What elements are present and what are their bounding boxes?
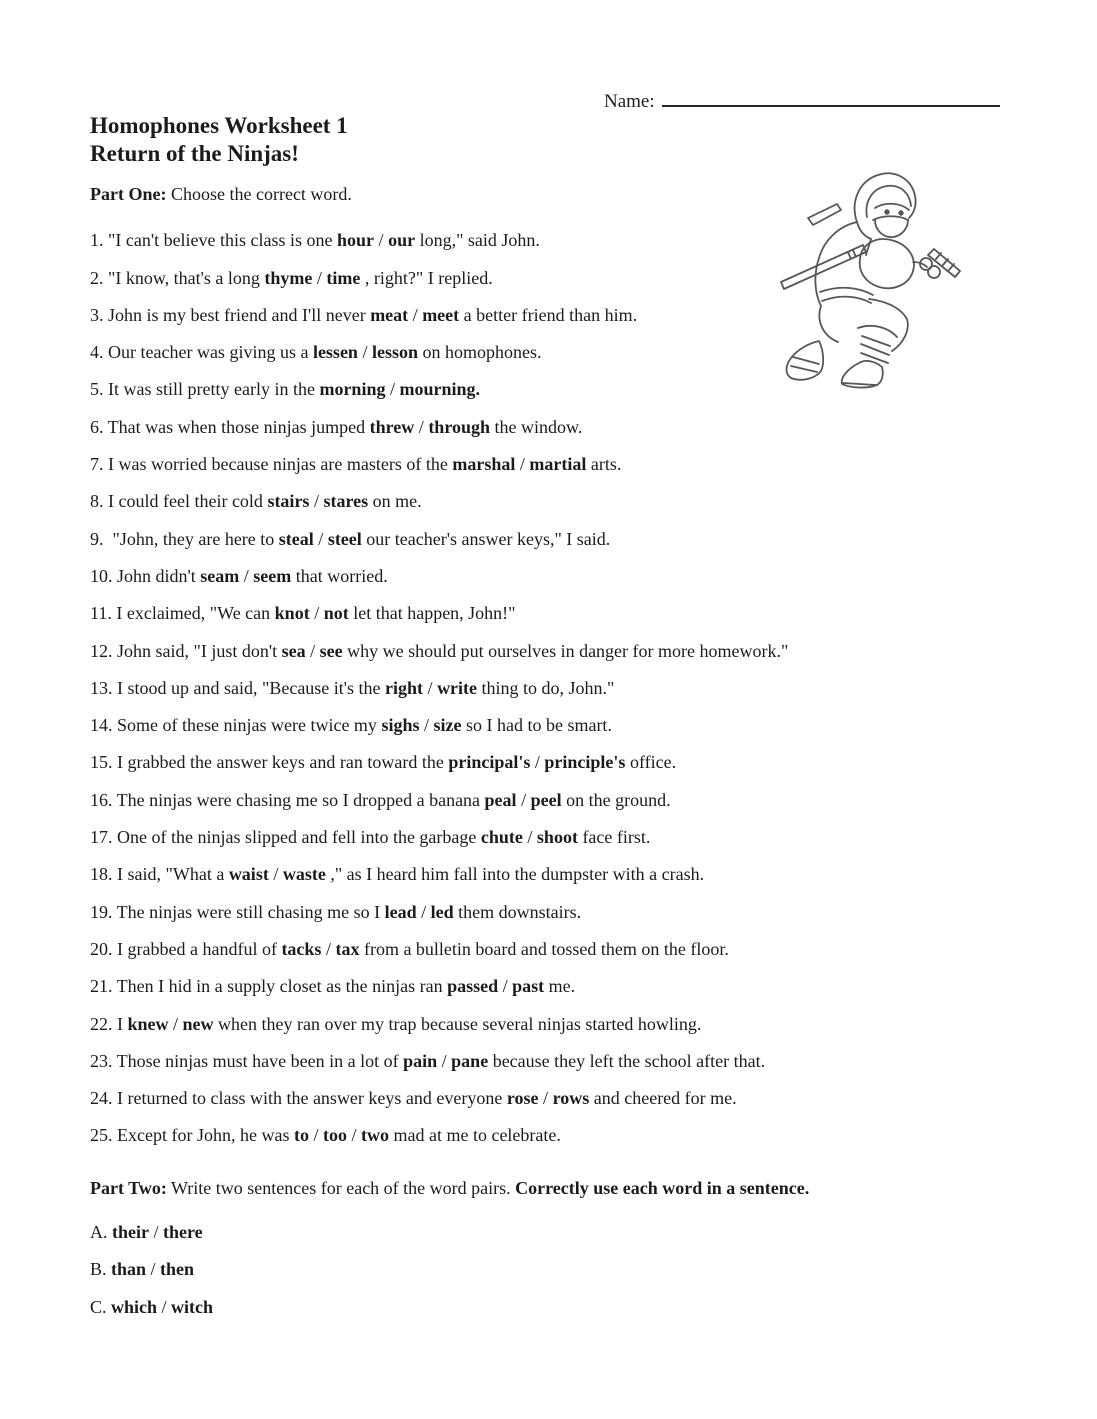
question-number: 14. xyxy=(90,715,113,736)
question-item: 7. I was worried because ninjas are masters of the marshal / martial arts. xyxy=(90,454,622,475)
question-item: 17. One of the ninjas slipped and fell into the garbage chute / shoot face first. xyxy=(90,827,651,848)
question-number: 21. xyxy=(90,976,113,997)
question-item: 24. I returned to class with the answer keys and everyone rose / rows and cheered for me. xyxy=(90,1088,737,1109)
question-number: 12. xyxy=(90,640,113,661)
question-number: 3. xyxy=(90,304,104,325)
question-item: 19. The ninjas were still chasing me so I lead / led them downstairs. xyxy=(90,901,582,922)
worksheet-title: Homophones Worksheet 1 xyxy=(90,113,348,138)
question-number: 2. xyxy=(90,267,104,288)
part-two-pairs xyxy=(90,1214,1050,1326)
question-item: 9. "John, they are here to steal / steel our teacher's answer keys," I said. xyxy=(90,528,611,549)
question-item: 6. That was when those ninjas jumped threw / through the window. xyxy=(90,416,583,437)
question-item: 16. The ninjas were chasing me so I dropped a banana peal / peel on the ground. xyxy=(90,789,671,810)
question-item: 20. I grabbed a handful of tacks / tax from a bulletin board and tossed them on the floor. xyxy=(90,938,729,959)
question-number: 25. xyxy=(90,1125,113,1146)
pair-letter: C. xyxy=(90,1296,107,1317)
part-two-instruction: Write two sentences for each of the word pairs. xyxy=(166,1177,516,1198)
part-one-label: Part One: xyxy=(90,184,167,204)
name-row xyxy=(604,90,1000,113)
question-item: 23. Those ninjas must have been in a lot of pain / pane because they left the school after that. xyxy=(90,1050,766,1071)
question-item: 5. It was still pretty early in the morning / mourning. xyxy=(90,379,481,400)
part-two-emphasis: Correctly use each word in a sentence. xyxy=(515,1177,810,1198)
question-number: 11. xyxy=(90,603,112,624)
question-number: 6. xyxy=(90,416,104,437)
pair-letter: A. xyxy=(90,1222,108,1243)
question-number: 17. xyxy=(90,827,113,848)
question-number: 9. xyxy=(90,528,104,549)
question-number: 23. xyxy=(90,1050,113,1071)
question-number: 19. xyxy=(90,901,113,922)
question-item: 10. John didn't seam / seem that worried. xyxy=(90,565,388,586)
question-number: 16. xyxy=(90,789,113,810)
question-number: 8. xyxy=(90,491,104,512)
word-pair-item: C. which / witch xyxy=(90,1296,214,1317)
question-number: 1. xyxy=(90,230,104,251)
question-number: 15. xyxy=(90,752,113,773)
question-item: 15. I grabbed the answer keys and ran toward the principal's / principle's office. xyxy=(90,752,677,773)
question-number: 7. xyxy=(90,454,104,475)
question-item: 14. Some of these ninjas were twice my sighs / size so I had to be smart. xyxy=(90,715,612,736)
question-number: 4. xyxy=(90,342,104,363)
part-one-heading xyxy=(90,176,1050,213)
question-item: 4. Our teacher was giving us a lessen / lesson on homophones. xyxy=(90,342,542,363)
question-item: 22. I knew / new when they ran over my trap because several ninjas started howling. xyxy=(90,1013,702,1034)
question-number: 10. xyxy=(90,565,113,586)
question-item: 13. I stood up and said, "Because it's the right / write thing to do, John." xyxy=(90,677,615,698)
question-item: 12. John said, "I just don't sea / see why we should put ourselves in danger for more homework." xyxy=(90,640,789,661)
question-item: 1. "I can't believe this class is one hour / our long," said John. xyxy=(90,230,540,251)
word-pair-item: B. than / then xyxy=(90,1259,195,1280)
part-one-items xyxy=(90,222,1050,1154)
question-item: 21. Then I hid in a supply closet as the ninjas ran passed / past me. xyxy=(90,976,576,997)
question-item: 2. "I know, that's a long thyme / time , right?" I replied. xyxy=(90,267,493,288)
part-two-label: Part Two: xyxy=(90,1177,167,1198)
question-item: 18. I said, "What a waist / waste ," as I heard him fall into the dumpster with a crash. xyxy=(90,864,705,885)
word-pair-item: A. their / there xyxy=(90,1222,203,1243)
pair-letter: B. xyxy=(90,1259,107,1280)
question-item: 11. I exclaimed, "We can knot / not let that happen, John!" xyxy=(90,603,516,624)
title-block xyxy=(90,112,348,168)
part-two-heading xyxy=(90,1170,1050,1207)
question-number: 5. xyxy=(90,379,104,400)
worksheet-body xyxy=(90,176,1050,1326)
name-label: Name: xyxy=(604,91,655,112)
question-number: 24. xyxy=(90,1088,113,1109)
part-one-instruction: Choose the correct word. xyxy=(166,184,352,204)
question-number: 20. xyxy=(90,938,113,959)
question-number: 18. xyxy=(90,864,113,885)
question-number: 22. xyxy=(90,1013,113,1034)
question-item: 8. I could feel their cold stairs / stares on me. xyxy=(90,491,422,512)
question-item: 25. Except for John, he was to / too / two mad at me to celebrate. xyxy=(90,1125,561,1146)
name-blank-line[interactable] xyxy=(662,90,1000,107)
question-number: 13. xyxy=(90,677,113,698)
worksheet-subtitle: Return of the Ninjas! xyxy=(90,141,299,166)
question-item: 3. John is my best friend and I'll never meat / meet a better friend than him. xyxy=(90,304,638,325)
